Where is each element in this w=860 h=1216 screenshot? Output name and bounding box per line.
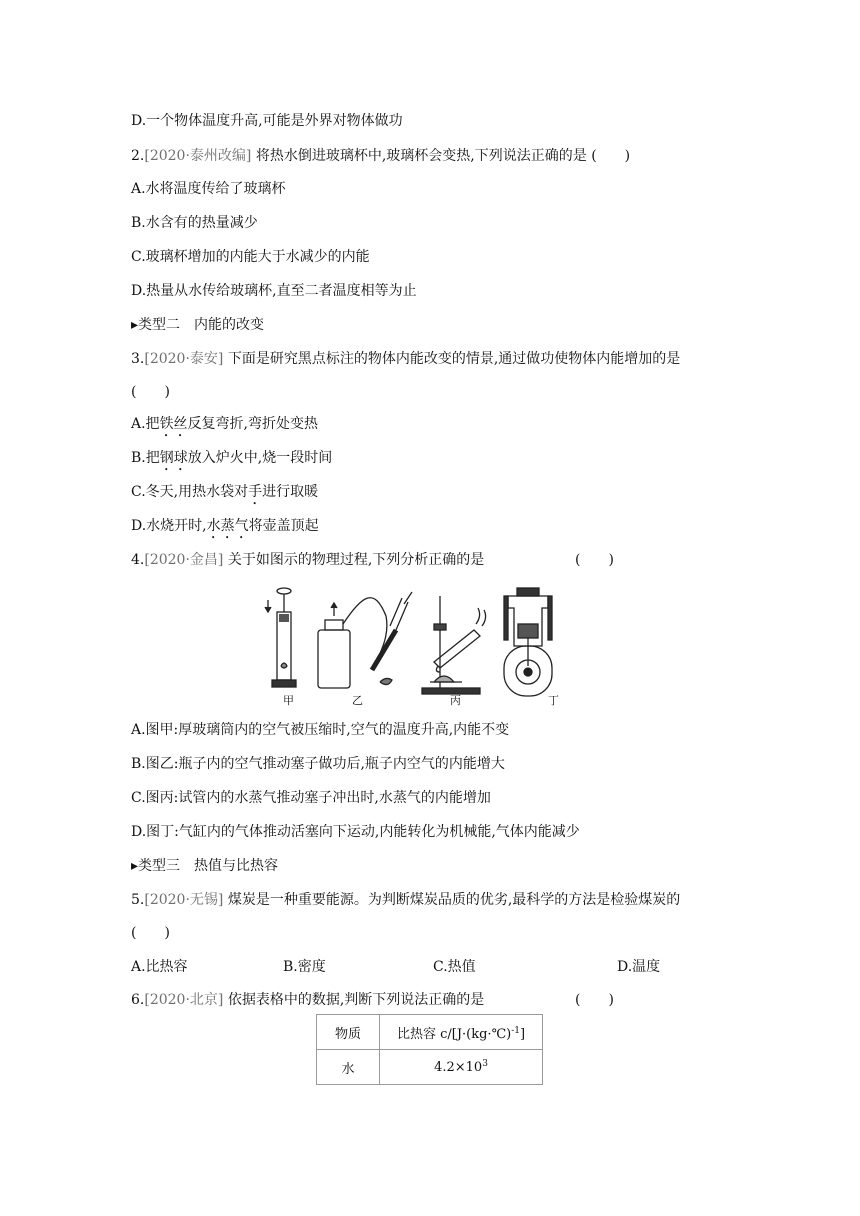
q6-source: [2020·北京] [144, 992, 224, 1008]
q2-option-c: C.玻璃杯增加的内能大于水减少的内能 [131, 249, 370, 265]
q4-answer-paren: ( ) [575, 552, 614, 568]
figure-yi-apparatus [318, 592, 412, 688]
q5-option-d: D.温度 [617, 959, 661, 975]
figure-label-bing: 丙 [450, 694, 461, 707]
q2-stem-text: 将热水倒进玻璃杯中,玻璃杯会变热,下列说法正确的是 [255, 148, 587, 164]
q2-number: 2. [131, 148, 145, 164]
q4-figure [262, 586, 582, 710]
q2-option-a: A.水将温度传给了玻璃杯 [131, 181, 286, 197]
q4-option-b: B.图乙:瓶子内的空气推动塞子做功后,瓶子内空气的内能增大 [131, 756, 505, 772]
q3-option-a [131, 414, 318, 440]
q6-number: 6. [131, 992, 145, 1008]
q4-option-a: A.图甲:厚玻璃筒内的空气被压缩时,空气的温度升高,内能不变 [131, 722, 510, 738]
q5-option-c: C.热值 [433, 959, 476, 975]
table-header-specific-heat [380, 1015, 543, 1050]
q4-option-d: D.图丁:气缸内的气体推动活塞向下运动,内能转化为机械能,气体内能减少 [131, 824, 580, 840]
figure-label-yi: 乙 [352, 694, 363, 707]
q3-stem [131, 349, 680, 369]
q3-answer-paren: ( ) [131, 384, 170, 400]
q4-source: [2020·金昌] [144, 552, 224, 568]
q5-option-a: A.比热容 [131, 959, 188, 975]
q3-option-b-prefix: B.把 [131, 450, 160, 466]
q6-answer-paren: ( ) [575, 992, 614, 1008]
q3-option-a-suffix: 反复弯折,弯折处变热 [187, 416, 319, 432]
table-header-substance: 物质 [317, 1015, 380, 1050]
q3-option-b-suffix: 放入炉火中,烧一段时间 [187, 450, 333, 466]
table-row [317, 1050, 543, 1085]
q4-stem-text: 关于如图示的物理过程,下列分析正确的是 [227, 552, 485, 568]
q2-source: [2020·泰州改编] [144, 148, 252, 164]
q3-option-a-prefix: A.把 [131, 416, 160, 432]
figure-label-jia: 甲 [283, 694, 294, 707]
specific-heat-value: 4.2×10 [434, 1059, 483, 1075]
q5-stem-text: 煤炭是一种重要能源。为判断煤炭品质的优劣,最科学的方法是检验煤炭的 [227, 892, 681, 908]
section-heading-2: ▸类型二 内能的改变 [131, 317, 265, 333]
q3-number: 3. [131, 351, 145, 367]
q3-option-c-dotted: 手 [248, 484, 263, 500]
q3-option-b [131, 448, 332, 474]
table-cell-value [380, 1050, 543, 1085]
q3-stem-text: 下面是研究黑点标注的物体内能改变的情景,通过做功使物体内能增加的是 [227, 351, 681, 367]
q2-answer-paren: ( ) [591, 148, 631, 164]
figure-jia-apparatus [265, 588, 296, 687]
section-heading-3: ▸类型三 热值与比热容 [131, 858, 279, 874]
q6-stem [131, 990, 484, 1010]
specific-heat-unit-exponent: -1 [511, 1025, 520, 1036]
q3-option-b-dotted: 钢球 [159, 450, 188, 466]
q5-stem [131, 890, 680, 910]
table-cell-substance: 水 [317, 1050, 380, 1085]
q2-stem [131, 146, 630, 166]
q3-option-a-dotted: 铁丝 [159, 416, 188, 432]
q3-option-d-suffix: 将壶盖顶起 [248, 518, 319, 534]
q1-option-d: D.一个物体温度升高,可能是外界对物体做功 [131, 113, 403, 129]
q3-option-d [131, 516, 319, 542]
specific-heat-unit-text: 比热容 c/[J·(kg·℃) [396, 1026, 512, 1042]
q5-source: [2020·无锡] [144, 892, 224, 908]
q3-option-c [131, 482, 318, 508]
specific-heat-table [316, 1014, 543, 1085]
q2-option-b: B.水含有的热量减少 [131, 215, 258, 231]
q3-option-c-prefix: C.冬天,用热水袋对 [131, 484, 249, 500]
q5-option-b: B.密度 [283, 959, 326, 975]
figure-label-ding: 丁 [548, 694, 559, 707]
q3-option-c-suffix: 进行取暖 [262, 484, 319, 500]
specific-heat-exponent: 3 [482, 1058, 488, 1069]
q3-option-d-prefix: D.水烧开时, [131, 518, 207, 534]
q5-number: 5. [131, 892, 145, 908]
q3-source: [2020·泰安] [144, 351, 224, 367]
figure-bing-apparatus [422, 596, 486, 694]
q4-stem [131, 550, 484, 570]
q2-option-d: D.热量从水传给玻璃杯,直至二者温度相等为止 [131, 283, 417, 299]
q3-option-d-dotted: 水蒸气 [206, 518, 249, 534]
figure-ding-apparatus [504, 588, 552, 696]
q5-answer-paren: ( ) [131, 925, 170, 941]
specific-heat-unit-bracket: ] [519, 1026, 526, 1042]
q4-number: 4. [131, 552, 145, 568]
table-header-row [317, 1015, 543, 1050]
q6-stem-text: 依据表格中的数据,判断下列说法正确的是 [227, 992, 485, 1008]
q4-option-c: C.图丙:试管内的水蒸气推动塞子冲出时,水蒸气的内能增加 [131, 790, 491, 806]
